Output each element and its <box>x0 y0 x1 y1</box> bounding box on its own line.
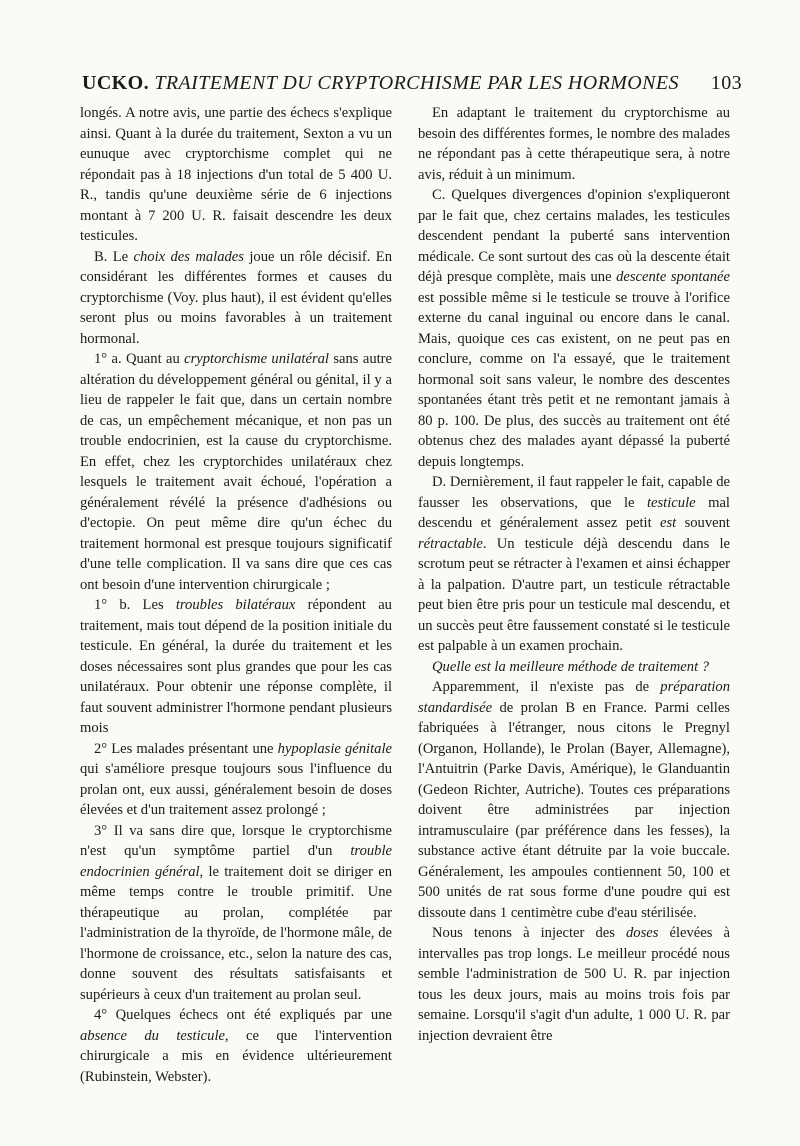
paragraph: En adaptant le traitement du cryptorchisme au besoin des différentes formes, le nombre des malades ne répondant pas à cette thérapeutique sera, à notre avis, réduit à un minimum. <box>418 105 730 183</box>
running-header <box>82 72 742 106</box>
left-column <box>80 103 392 1087</box>
paragraph: longés. A notre avis, une partie des échecs s'explique ainsi. Quant à la durée du traitement, Sexton a vu un eunuque avec cryptorchisme complet qui ne répondait pas à 18 injections d'un total de 5 400 U. R., tandis qu'une deuxième série de 6 injections montant à 7 200 U. R. faisait descendre les deux testicules. <box>80 105 392 244</box>
paragraph: 1° a. Quant au cryptorchisme unilatéral sans autre altération du développement général ou génital, il y a lieu de rappeler le fait que, dans un certain nombre de cas, un empêchement mécanique, et non pas un trouble endocrinien, est la cause du cryptorchisme. En effet, chez les cryptorchides unilatéraux chez lesquels le traitement avait échoué, l'opération a généralement révélé la présence d'adhésions ou d'ectopie. On peut même dire qu'un échec du traitement hormonal est presque toujours significatif d'une telle complication. Il va sans dire que ces cas ont besoin d'une intervention chirurgicale ; <box>80 351 393 593</box>
section-subheading: Quelle est la meilleure méthode de traitement ? <box>432 658 710 675</box>
paragraph: D. Dernièrement, il faut rappeler le fait, capable de fausser les observations, que le testicule mal descendu et généralement assez petit est souvent rétractable. Un testicule déjà descendu dans le scrotum peut se rétracter à l'examen et ainsi échapper à la palpation. D'autre part, un testicule rétractable peut bien être pris pour un testicule mal descendu, et un succès peut être faussement constaté si le testicule est palpable à un examen prochain. <box>418 474 730 654</box>
header-author: UCKO. <box>82 72 149 94</box>
right-column <box>418 103 730 1046</box>
paragraph: B. Le choix des malades joue un rôle décisif. En considérant les différentes formes et causes du cryptorchisme (Voy. plus haut), il est évident qu'elles seront plus ou moins favorables à un traitement hormonal. <box>80 248 392 347</box>
paragraph: 2° Les malades présentant une hypoplasie génitale qui s'améliore presque toujours sous l'influence du prolan ont, eux aussi, généralement besoin de doses élevées et d'un traitement assez prolongé ; <box>80 740 392 818</box>
header-title: TRAITEMENT DU CRYPTORCHISME PAR LES HORMONES <box>154 72 679 94</box>
paragraph: Apparemment, il n'existe pas de préparation standardisée de prolan B en France. Parmi celles fabriquées à l'étranger, nous citons le Pregnyl (Organon, Hollande), le Prolan (Bayer, Allemagne), l'Antuitrin (Parke Davis, Amérique), le Glanduantin (Gedeon Richter, Autriche). Toutes ces préparations doivent être administrées par injection intramusculaire (par préférence dans les fesses), la substance active étant détruite par la voie buccale. Généralement, les ampoules contiennent 50, 100 et 500 unités de rat sous forme d'une poudre qui est dissoute dans 1 centimètre cube d'eau stérilisée. <box>418 679 730 921</box>
paragraph: 1° b. Les troubles bilatéraux répondent au traitement, mais tout dépend de la position initiale du testicule. En général, la durée du traitement et les doses nécessaires sont plus grandes que pour les cas unilatéraux. Pour obtenir une réponse complète, il faut souvent administrer l'hormone pendant plusieurs mois <box>80 597 392 736</box>
paragraph: C. Quelques divergences d'opinion s'expliqueront par le fait que, chez certains malades, les testicules descendent pendant la puberté sans intervention médicale. Ce sont surtout des cas où la descente était déjà presque complète, mais une descente spontanée est possible même si le testicule se trouve à l'orifice externe du canal inguinal ou encore dans le canal. Mais, quoique ces cas existent, on ne peut pas en conclure, comme on l'a essayé, que le traitement hormonal soit sans valeur, le nombre des descentes spontanées étant très petit et ne remontant jamais à 80 p. 100. De plus, des succès au traitement ont été obtenus chez des malades ayant dépassé la puberté depuis longtemps. <box>418 187 731 470</box>
page-number: 103 <box>710 72 742 94</box>
paragraph: Nous tenons à injecter des doses élevées à intervalles pas trop longs. Le meilleur procédé nous semble l'administration de 500 U. R. par injection tous les deux jours, mais au moins trois fois par semaine. Lorsqu'il s'agit d'un adulte, 1 000 U. R. par injection devraient être <box>418 925 730 1044</box>
paragraph: 3° Il va sans dire que, lorsque le cryptorchisme n'est qu'un symptôme partiel d'un trouble endocrinien général, le traitement doit se diriger en même temps contre le trouble primitif. Une thérapeutique au prolan, complétée par l'administration de la thyroïde, de l'hormone mâle, de l'hormone de croissance, etc., selon la nature des cas, donne souvent des résultats satisfaisants et supérieurs à ceux d'un traitement au prolan seul. <box>80 822 392 1003</box>
paragraph: 4° Quelques échecs ont été expliqués par une absence du testicule, ce que l'intervention chirurgicale a mis en évidence ultérieurement (Rubinstein, Webster). <box>80 1007 392 1085</box>
